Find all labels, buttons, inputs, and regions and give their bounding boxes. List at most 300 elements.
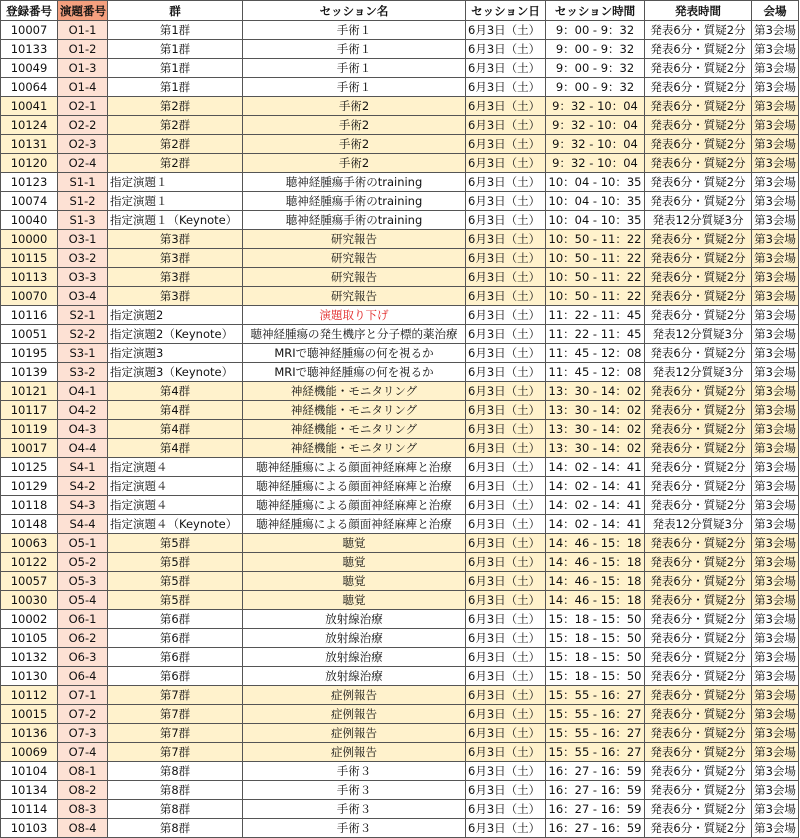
reg-no-cell: 10124 — [1, 116, 58, 135]
reg-no-cell: 10134 — [1, 781, 58, 800]
group-cell: 第1群 — [108, 40, 243, 59]
group-cell: 第8群 — [108, 800, 243, 819]
session-name-cell: 手術１ — [243, 40, 466, 59]
presentation-time-cell: 発表6分・質疑2分 — [645, 629, 752, 648]
header-session-name: セッション名 — [243, 1, 466, 21]
session-time-cell: 10：50 - 11：22 — [546, 287, 645, 306]
session-time-cell: 13：30 - 14：02 — [546, 439, 645, 458]
abstract-no-cell: S2-2 — [58, 325, 108, 344]
session-time-cell: 14：46 - 15：18 — [546, 534, 645, 553]
table-row — [1, 629, 799, 648]
session-date-cell: 6月3日（土） — [466, 458, 546, 477]
session-time-cell: 15：55 - 16：27 — [546, 705, 645, 724]
venue-cell: 第3会場 — [752, 173, 799, 192]
group-cell: 第7群 — [108, 705, 243, 724]
session-date-cell: 6月3日（土） — [466, 705, 546, 724]
abstract-no-cell: O6-1 — [58, 610, 108, 629]
venue-cell: 第3会場 — [752, 268, 799, 287]
venue-cell: 第3会場 — [752, 249, 799, 268]
table-row — [1, 819, 799, 838]
group-cell: 第3群 — [108, 268, 243, 287]
session-time-cell: 10：50 - 11：22 — [546, 268, 645, 287]
abstract-no-cell: O3-1 — [58, 230, 108, 249]
abstract-no-cell: O3-3 — [58, 268, 108, 287]
group-cell: 第2群 — [108, 154, 243, 173]
session-time-cell: 11：45 - 12：08 — [546, 363, 645, 382]
presentation-time-cell: 発表6分・質疑2分 — [645, 249, 752, 268]
presentation-time-cell: 発表6分・質疑2分 — [645, 458, 752, 477]
table-row — [1, 496, 799, 515]
group-cell: 第8群 — [108, 819, 243, 838]
group-cell: 第5群 — [108, 591, 243, 610]
presentation-time-cell: 発表6分・質疑2分 — [645, 59, 752, 78]
reg-no-cell: 10195 — [1, 344, 58, 363]
session-name-cell: 神経機能・モニタリング — [243, 401, 466, 420]
session-date-cell: 6月3日（土） — [466, 591, 546, 610]
session-name-cell: 神経機能・モニタリング — [243, 439, 466, 458]
table-row — [1, 781, 799, 800]
venue-cell: 第3会場 — [752, 78, 799, 97]
abstract-no-cell: O2-2 — [58, 116, 108, 135]
venue-cell: 第3会場 — [752, 230, 799, 249]
group-cell: 第7群 — [108, 724, 243, 743]
session-name-cell: 放射線治療 — [243, 667, 466, 686]
group-cell: 第4群 — [108, 382, 243, 401]
presentation-time-cell: 発表6分・質疑2分 — [645, 154, 752, 173]
group-cell: 指定演題４（Keynote） — [108, 515, 243, 534]
session-name-cell: 聴神経腫瘍の発生機序と分子標的薬治療 — [243, 325, 466, 344]
reg-no-cell: 10015 — [1, 705, 58, 724]
session-date-cell: 6月3日（土） — [466, 192, 546, 211]
session-date-cell: 6月3日（土） — [466, 59, 546, 78]
group-cell: 第2群 — [108, 135, 243, 154]
presentation-time-cell: 発表12分質疑3分 — [645, 211, 752, 230]
session-date-cell: 6月3日（土） — [466, 21, 546, 40]
group-cell: 第3群 — [108, 249, 243, 268]
session-time-cell: 15：18 - 15：50 — [546, 610, 645, 629]
abstract-no-cell: S3-1 — [58, 344, 108, 363]
header-row — [1, 1, 799, 21]
session-time-cell: 15：18 - 15：50 — [546, 667, 645, 686]
session-date-cell: 6月3日（土） — [466, 97, 546, 116]
session-name-cell: 手術１ — [243, 21, 466, 40]
venue-cell: 第3会場 — [752, 819, 799, 838]
session-name-cell: 研究報告 — [243, 249, 466, 268]
reg-no-cell: 10113 — [1, 268, 58, 287]
session-time-cell: 16：27 - 16：59 — [546, 781, 645, 800]
group-cell: 指定演題４ — [108, 458, 243, 477]
group-cell: 指定演題１（Keynote） — [108, 211, 243, 230]
table-row — [1, 59, 799, 78]
venue-cell: 第3会場 — [752, 477, 799, 496]
group-cell: 第5群 — [108, 553, 243, 572]
session-name-cell: 症例報告 — [243, 724, 466, 743]
venue-cell: 第3会場 — [752, 572, 799, 591]
reg-no-cell: 10000 — [1, 230, 58, 249]
session-date-cell: 6月3日（土） — [466, 724, 546, 743]
session-date-cell: 6月3日（土） — [466, 439, 546, 458]
header-reg-no: 登録番号 — [1, 1, 58, 21]
group-cell: 第3群 — [108, 287, 243, 306]
presentation-time-cell: 発表6分・質疑2分 — [645, 553, 752, 572]
venue-cell: 第3会場 — [752, 496, 799, 515]
session-date-cell: 6月3日（土） — [466, 325, 546, 344]
group-cell: 指定演題４ — [108, 496, 243, 515]
table-row — [1, 800, 799, 819]
venue-cell: 第3会場 — [752, 40, 799, 59]
table-row — [1, 287, 799, 306]
venue-cell: 第3会場 — [752, 762, 799, 781]
abstract-no-cell: O7-1 — [58, 686, 108, 705]
table-row — [1, 325, 799, 344]
abstract-no-cell: O1-3 — [58, 59, 108, 78]
presentation-time-cell: 発表6分・質疑2分 — [645, 230, 752, 249]
session-date-cell: 6月3日（土） — [466, 477, 546, 496]
presentation-time-cell: 発表6分・質疑2分 — [645, 97, 752, 116]
table-row — [1, 667, 799, 686]
table-row — [1, 477, 799, 496]
session-date-cell: 6月3日（土） — [466, 78, 546, 97]
session-date-cell: 6月3日（土） — [466, 534, 546, 553]
reg-no-cell: 10002 — [1, 610, 58, 629]
table-row — [1, 268, 799, 287]
session-name-cell: 手術３ — [243, 781, 466, 800]
session-date-cell: 6月3日（土） — [466, 553, 546, 572]
abstract-no-cell: O5-2 — [58, 553, 108, 572]
group-cell: 指定演題１ — [108, 192, 243, 211]
reg-no-cell: 10040 — [1, 211, 58, 230]
abstract-no-cell: O8-1 — [58, 762, 108, 781]
presentation-time-cell: 発表6分・質疑2分 — [645, 496, 752, 515]
table-row — [1, 97, 799, 116]
venue-cell: 第3会場 — [752, 648, 799, 667]
reg-no-cell: 10118 — [1, 496, 58, 515]
table-row — [1, 363, 799, 382]
session-time-cell: 10：50 - 11：22 — [546, 249, 645, 268]
session-date-cell: 6月3日（土） — [466, 268, 546, 287]
session-name-cell: 聴覚 — [243, 534, 466, 553]
group-cell: 第5群 — [108, 534, 243, 553]
group-cell: 第1群 — [108, 59, 243, 78]
reg-no-cell: 10130 — [1, 667, 58, 686]
reg-no-cell: 10132 — [1, 648, 58, 667]
abstract-no-cell: O2-4 — [58, 154, 108, 173]
reg-no-cell: 10122 — [1, 553, 58, 572]
abstract-no-cell: O6-2 — [58, 629, 108, 648]
presentation-time-cell: 発表6分・質疑2分 — [645, 173, 752, 192]
session-date-cell: 6月3日（土） — [466, 344, 546, 363]
header-group: 群 — [108, 1, 243, 21]
abstract-no-cell: O7-2 — [58, 705, 108, 724]
session-time-cell: 9：00 - 9：32 — [546, 59, 645, 78]
group-cell: 第8群 — [108, 762, 243, 781]
group-cell: 第6群 — [108, 629, 243, 648]
reg-no-cell: 10030 — [1, 591, 58, 610]
session-name-cell: 放射線治療 — [243, 610, 466, 629]
group-cell: 指定演題４ — [108, 477, 243, 496]
reg-no-cell: 10105 — [1, 629, 58, 648]
abstract-no-cell: O1-2 — [58, 40, 108, 59]
group-cell: 第8群 — [108, 781, 243, 800]
venue-cell: 第3会場 — [752, 515, 799, 534]
reg-no-cell: 10063 — [1, 534, 58, 553]
abstract-no-cell: S4-3 — [58, 496, 108, 515]
table-body — [1, 21, 799, 838]
abstract-no-cell: S1-3 — [58, 211, 108, 230]
table-row — [1, 173, 799, 192]
abstract-no-cell: O3-4 — [58, 287, 108, 306]
table-row — [1, 135, 799, 154]
table-row — [1, 458, 799, 477]
table-row — [1, 21, 799, 40]
table-row — [1, 40, 799, 59]
table-row — [1, 306, 799, 325]
session-time-cell: 15：55 - 16：27 — [546, 724, 645, 743]
group-cell: 第6群 — [108, 648, 243, 667]
group-cell: 第2群 — [108, 97, 243, 116]
abstract-no-cell: O8-3 — [58, 800, 108, 819]
table-row — [1, 420, 799, 439]
header-session-date: セッション日 — [466, 1, 546, 21]
session-name-cell: 手術2 — [243, 135, 466, 154]
session-time-cell: 14：46 - 15：18 — [546, 572, 645, 591]
abstract-no-cell: O1-1 — [58, 21, 108, 40]
venue-cell: 第3会場 — [752, 287, 799, 306]
session-date-cell: 6月3日（土） — [466, 306, 546, 325]
table-row — [1, 553, 799, 572]
presentation-time-cell: 発表6分・質疑2分 — [645, 762, 752, 781]
session-time-cell: 11：22 - 11：45 — [546, 306, 645, 325]
abstract-no-cell: O5-4 — [58, 591, 108, 610]
reg-no-cell: 10148 — [1, 515, 58, 534]
abstract-no-cell: O8-4 — [58, 819, 108, 838]
group-cell: 指定演題3（Keynote） — [108, 363, 243, 382]
presentation-time-cell: 発表6分・質疑2分 — [645, 21, 752, 40]
reg-no-cell: 10112 — [1, 686, 58, 705]
table-row — [1, 572, 799, 591]
header-session-time: セッション時間 — [546, 1, 645, 21]
table-row — [1, 192, 799, 211]
table-row — [1, 724, 799, 743]
session-date-cell: 6月3日（土） — [466, 610, 546, 629]
session-time-cell: 15：55 - 16：27 — [546, 743, 645, 762]
table-row — [1, 686, 799, 705]
session-name-cell: 聴神経腫瘍手術のtraining — [243, 211, 466, 230]
reg-no-cell: 10117 — [1, 401, 58, 420]
session-time-cell: 14：02 - 14：41 — [546, 458, 645, 477]
reg-no-cell: 10007 — [1, 21, 58, 40]
venue-cell: 第3会場 — [752, 458, 799, 477]
abstract-no-cell: O4-2 — [58, 401, 108, 420]
reg-no-cell: 10069 — [1, 743, 58, 762]
session-time-cell: 13：30 - 14：02 — [546, 420, 645, 439]
reg-no-cell: 10115 — [1, 249, 58, 268]
abstract-no-cell: O5-3 — [58, 572, 108, 591]
session-name-cell: MRIで聴神経腫瘍の何を視るか — [243, 344, 466, 363]
session-name-cell: 神経機能・モニタリング — [243, 420, 466, 439]
abstract-no-cell: O6-4 — [58, 667, 108, 686]
presentation-time-cell: 発表6分・質疑2分 — [645, 705, 752, 724]
table-row — [1, 154, 799, 173]
session-date-cell: 6月3日（土） — [466, 40, 546, 59]
session-name-cell: 研究報告 — [243, 268, 466, 287]
abstract-no-cell: O5-1 — [58, 534, 108, 553]
session-time-cell: 10：04 - 10：35 — [546, 173, 645, 192]
group-cell: 指定演題１ — [108, 173, 243, 192]
session-date-cell: 6月3日（土） — [466, 496, 546, 515]
table-row — [1, 534, 799, 553]
session-time-cell: 14：46 - 15：18 — [546, 553, 645, 572]
presentation-time-cell: 発表6分・質疑2分 — [645, 477, 752, 496]
abstract-no-cell: S4-4 — [58, 515, 108, 534]
session-name-cell: 聴神経腫瘍手術のtraining — [243, 173, 466, 192]
header-presentation-time: 発表時間 — [645, 1, 752, 21]
table-row — [1, 116, 799, 135]
venue-cell: 第3会場 — [752, 591, 799, 610]
table-row — [1, 230, 799, 249]
venue-cell: 第3会場 — [752, 667, 799, 686]
presentation-time-cell: 発表6分・質疑2分 — [645, 78, 752, 97]
presentation-time-cell: 発表6分・質疑2分 — [645, 648, 752, 667]
session-time-cell: 10：04 - 10：35 — [546, 211, 645, 230]
session-time-cell: 16：27 - 16：59 — [546, 762, 645, 781]
abstract-no-cell: O8-2 — [58, 781, 108, 800]
abstract-no-cell: O4-4 — [58, 439, 108, 458]
session-name-cell: 症例報告 — [243, 705, 466, 724]
venue-cell: 第3会場 — [752, 724, 799, 743]
session-name-cell: 放射線治療 — [243, 629, 466, 648]
reg-no-cell: 10116 — [1, 306, 58, 325]
presentation-time-cell: 発表6分・質疑2分 — [645, 420, 752, 439]
session-time-cell: 16：27 - 16：59 — [546, 800, 645, 819]
session-date-cell: 6月3日（土） — [466, 743, 546, 762]
presentation-time-cell: 発表6分・質疑2分 — [645, 667, 752, 686]
session-time-cell: 15：18 - 15：50 — [546, 629, 645, 648]
presentation-time-cell: 発表6分・質疑2分 — [645, 116, 752, 135]
reg-no-cell: 10119 — [1, 420, 58, 439]
venue-cell: 第3会場 — [752, 344, 799, 363]
session-name-cell: 聴覚 — [243, 591, 466, 610]
session-date-cell: 6月3日（土） — [466, 819, 546, 838]
session-date-cell: 6月3日（土） — [466, 572, 546, 591]
session-time-cell: 9：32 - 10：04 — [546, 97, 645, 116]
session-time-cell: 9：00 - 9：32 — [546, 78, 645, 97]
session-name-cell: 聴神経腫瘍による顔面神経麻痺と治療 — [243, 477, 466, 496]
presentation-time-cell: 発表6分・質疑2分 — [645, 610, 752, 629]
table-row — [1, 211, 799, 230]
session-name-cell: 神経機能・モニタリング — [243, 382, 466, 401]
abstract-no-cell: S1-1 — [58, 173, 108, 192]
venue-cell: 第3会場 — [752, 382, 799, 401]
abstract-no-cell: O1-4 — [58, 78, 108, 97]
venue-cell: 第3会場 — [752, 21, 799, 40]
session-time-cell: 16：27 - 16：59 — [546, 819, 645, 838]
venue-cell: 第3会場 — [752, 705, 799, 724]
session-date-cell: 6月3日（土） — [466, 800, 546, 819]
presentation-time-cell: 発表6分・質疑2分 — [645, 572, 752, 591]
session-name-cell: 手術３ — [243, 800, 466, 819]
group-cell: 第7群 — [108, 686, 243, 705]
venue-cell: 第3会場 — [752, 116, 799, 135]
reg-no-cell: 10064 — [1, 78, 58, 97]
abstract-no-cell: S2-1 — [58, 306, 108, 325]
session-name-cell: 手術３ — [243, 762, 466, 781]
presentation-time-cell: 発表6分・質疑2分 — [645, 268, 752, 287]
venue-cell: 第3会場 — [752, 325, 799, 344]
session-name-cell: 聴神経腫瘍手術のtraining — [243, 192, 466, 211]
table-row — [1, 591, 799, 610]
presentation-time-cell: 発表6分・質疑2分 — [645, 40, 752, 59]
session-time-cell: 10：50 - 11：22 — [546, 230, 645, 249]
session-date-cell: 6月3日（土） — [466, 154, 546, 173]
session-date-cell: 6月3日（土） — [466, 173, 546, 192]
venue-cell: 第3会場 — [752, 686, 799, 705]
group-cell: 第2群 — [108, 116, 243, 135]
venue-cell: 第3会場 — [752, 800, 799, 819]
group-cell: 第5群 — [108, 572, 243, 591]
abstract-no-cell: O4-1 — [58, 382, 108, 401]
table-row — [1, 401, 799, 420]
table-row — [1, 249, 799, 268]
header-venue: 会場 — [752, 1, 799, 21]
abstract-no-cell: O6-3 — [58, 648, 108, 667]
session-date-cell: 6月3日（土） — [466, 420, 546, 439]
venue-cell: 第3会場 — [752, 192, 799, 211]
session-date-cell: 6月3日（土） — [466, 363, 546, 382]
presentation-time-cell: 発表6分・質疑2分 — [645, 192, 752, 211]
abstract-no-cell: S4-2 — [58, 477, 108, 496]
reg-no-cell: 10120 — [1, 154, 58, 173]
venue-cell: 第3会場 — [752, 97, 799, 116]
venue-cell: 第3会場 — [752, 781, 799, 800]
session-date-cell: 6月3日（土） — [466, 287, 546, 306]
session-date-cell: 6月3日（土） — [466, 781, 546, 800]
session-name-cell: 手術１ — [243, 59, 466, 78]
header-abstract-no: 演題番号 — [58, 1, 108, 21]
session-name-cell: 研究報告 — [243, 287, 466, 306]
table-row — [1, 705, 799, 724]
session-date-cell: 6月3日（土） — [466, 135, 546, 154]
session-date-cell: 6月3日（土） — [466, 382, 546, 401]
reg-no-cell: 10125 — [1, 458, 58, 477]
session-time-cell: 15：18 - 15：50 — [546, 648, 645, 667]
group-cell: 第4群 — [108, 439, 243, 458]
session-time-cell: 10：04 - 10：35 — [546, 192, 645, 211]
presentation-time-cell: 発表6分・質疑2分 — [645, 686, 752, 705]
session-date-cell: 6月3日（土） — [466, 116, 546, 135]
presentation-time-cell: 発表6分・質疑2分 — [645, 344, 752, 363]
session-time-cell: 13：30 - 14：02 — [546, 382, 645, 401]
presentation-time-cell: 発表6分・質疑2分 — [645, 306, 752, 325]
venue-cell: 第3会場 — [752, 363, 799, 382]
session-time-cell: 14：02 - 14：41 — [546, 496, 645, 515]
presentation-time-cell: 発表6分・質疑2分 — [645, 781, 752, 800]
session-time-cell: 14：46 - 15：18 — [546, 591, 645, 610]
session-name-cell: MRIで聴神経腫瘍の何を視るか — [243, 363, 466, 382]
session-name-cell: 聴神経腫瘍による顔面神経麻痺と治療 — [243, 515, 466, 534]
session-name-cell: 症例報告 — [243, 743, 466, 762]
session-time-cell: 15：55 - 16：27 — [546, 686, 645, 705]
session-name-cell: 研究報告 — [243, 230, 466, 249]
venue-cell: 第3会場 — [752, 420, 799, 439]
session-name-cell: 手術2 — [243, 154, 466, 173]
session-date-cell: 6月3日（土） — [466, 211, 546, 230]
session-name-cell: 手術３ — [243, 819, 466, 838]
reg-no-cell: 10051 — [1, 325, 58, 344]
reg-no-cell: 10074 — [1, 192, 58, 211]
venue-cell: 第3会場 — [752, 743, 799, 762]
presentation-time-cell: 発表6分・質疑2分 — [645, 287, 752, 306]
